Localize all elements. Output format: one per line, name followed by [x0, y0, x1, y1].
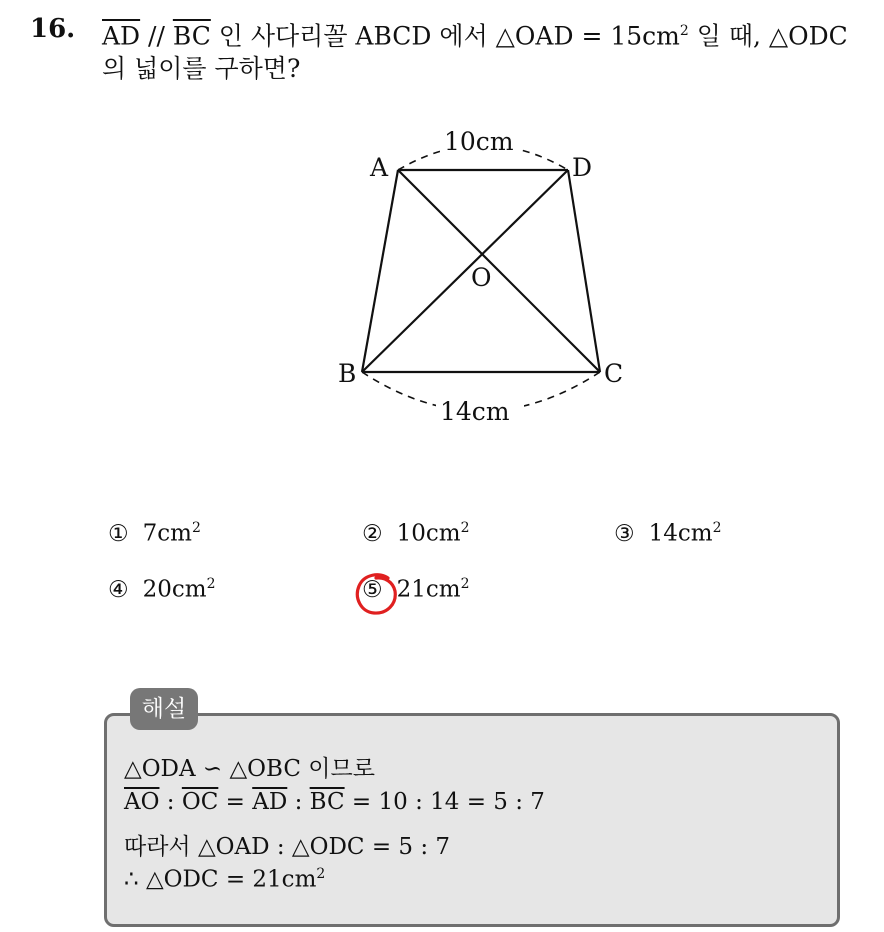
trapezoid-figure: [330, 120, 640, 440]
choice-value: 21cm: [396, 576, 461, 603]
solution-line-1: △ODA ∽ △OBC 이므로: [124, 756, 375, 782]
label-b: B: [338, 359, 357, 388]
top-length: 10cm: [444, 127, 514, 156]
choice-value: 10cm: [396, 520, 461, 547]
label-o: O: [471, 263, 492, 292]
solution-tab: 해설: [130, 688, 198, 730]
diagonal-ac: [398, 170, 600, 372]
solution-box: [104, 713, 840, 927]
choice-mark: ②: [362, 520, 383, 547]
choice-mark: ①: [108, 520, 129, 547]
question-text-tail: 일 때, △ODC: [688, 21, 848, 51]
choice-mark: ③: [614, 520, 635, 547]
choice-value: 20cm: [142, 576, 207, 603]
solution-line-3: 따라서 △OAD : △ODC = 5 : 7: [124, 834, 451, 860]
choice-1[interactable]: ① $7cm^2$: [108, 520, 201, 547]
solution-line-2: $\overline{AO}$ : $\overline{OC} = \overline{AD}$ : $\overline{BC} = 10$ : 14 = 5 : 7: [124, 789, 545, 815]
segment-ad: $\overline{AD}$: [102, 21, 141, 51]
label-d: D: [572, 153, 593, 182]
choice-value: 7cm: [142, 520, 192, 547]
choice-4[interactable]: ④ $20cm^2$: [108, 576, 216, 603]
solution-line-4: ∴ △ODC = $21cm^2$: [124, 866, 326, 893]
label-c: C: [604, 359, 624, 388]
segment-bc: $\overline{BC}$: [172, 21, 211, 51]
label-a: A: [370, 153, 389, 182]
question-line-1: [102, 12, 848, 55]
parallel-symbol: //: [140, 21, 173, 51]
question-line-2: 의 넓이를 구하면?: [102, 54, 301, 83]
bottom-length: 14cm: [440, 397, 510, 426]
choice-3[interactable]: ③ $14cm^2$: [614, 520, 722, 547]
edge-dc: [568, 170, 600, 372]
choice-5[interactable]: ⑤ $21cm^2$: [362, 576, 470, 603]
choice-value: 14cm: [648, 520, 713, 547]
answer-circle-mark: [352, 570, 402, 620]
question-number: 16.: [30, 14, 76, 44]
choice-mark: ⑤: [362, 576, 383, 603]
superscript: 2: [679, 23, 689, 39]
question-text: 인 사다리꼴 ABCD 에서 △OAD = 15cm: [210, 21, 680, 51]
choice-mark: ④: [108, 576, 129, 603]
choice-2[interactable]: ② $10cm^2$: [362, 520, 470, 547]
